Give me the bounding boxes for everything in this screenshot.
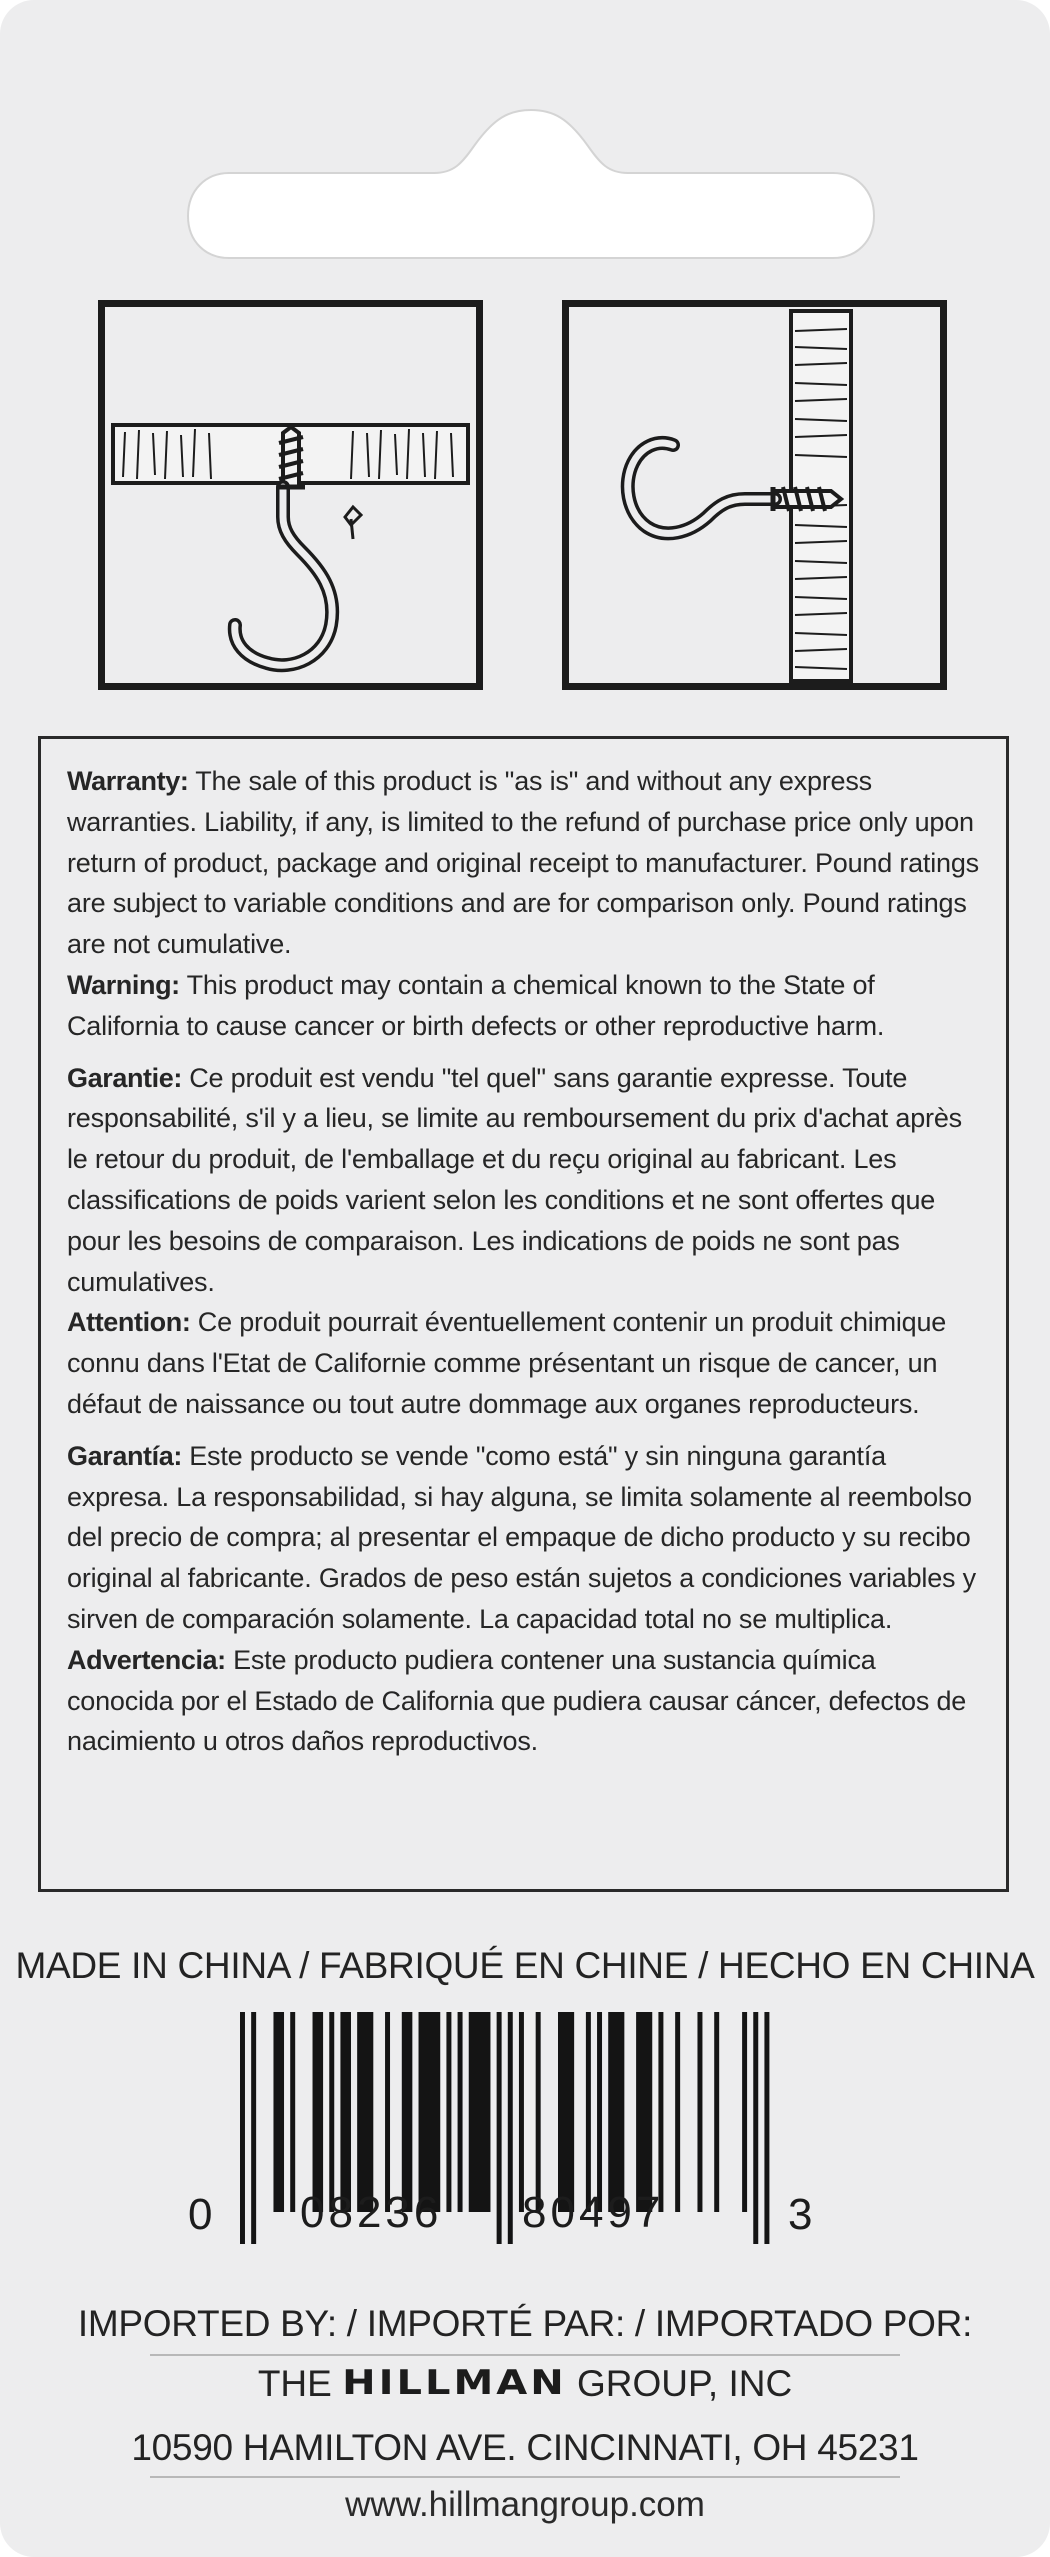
warranty-fr: [67, 1058, 982, 1303]
barcode-digit-first: 0: [188, 2190, 217, 2239]
warranty-en: [67, 761, 982, 965]
barcode-bar: [357, 2012, 373, 2212]
website-link[interactable]: www.hillmangroup.com: [345, 2485, 705, 2524]
upc-barcode: [188, 2012, 817, 2244]
warranty-text-box: [38, 736, 1009, 1892]
barcode-bar: [446, 2012, 451, 2212]
ceiling-hook-diagram: [98, 300, 483, 690]
barcode-bar: [597, 2012, 602, 2212]
barcode-bar: [385, 2012, 390, 2212]
company-suffix: GROUP, INC: [576, 2363, 793, 2404]
warranty-fr-label: Garantie:: [67, 1062, 182, 1093]
hang-hole: [184, 108, 878, 266]
barcode-bar: [586, 2012, 591, 2212]
warranty-es-text: Este producto se vende "como está" y sin ninguna garantía expresa. La responsabilidad, si hay alguna, se limita solamente al reembolso del precio de compra; al presentar el empaque de dicho producto y su recibo original al fabricante. Grados de peso están sujetos a condiciones variables y sirven de comparación solamente. La capacidad total no se multiplica.: [67, 1440, 976, 1634]
barcode-group-right: 80497: [522, 2188, 665, 2237]
barcode-guard-bar: [240, 2012, 245, 2244]
barcode-bar: [536, 2012, 541, 2212]
barcode-bar: [697, 2012, 702, 2212]
barcode-bar: [608, 2012, 624, 2212]
company-address: 10590 HAMILTON AVE. CINCINNATI, OH 45231: [131, 2427, 919, 2468]
hillman-logo-text: HILLMAN: [342, 2363, 567, 2403]
warning-es-text: Este producto pudiera contener una sustancia química conocida por el Estado de California que pudiera causar cáncer, defectos de nacimiento u otros daños reproductivos.: [67, 1644, 967, 1757]
warning-en-label: Warning:: [67, 969, 180, 1000]
barcode-guard-bar: [764, 2012, 769, 2244]
warning-es: [67, 1640, 982, 1762]
barcode-bar: [458, 2012, 463, 2212]
barcode-bar: [558, 2012, 574, 2212]
barcode-bar: [742, 2012, 747, 2212]
barcode-guard-bar: [497, 2012, 502, 2244]
warning-es-label: Advertencia:: [67, 1644, 226, 1675]
warranty-es: [67, 1436, 982, 1640]
barcode-bar: [402, 2012, 413, 2212]
warranty-es-label: Garantía:: [67, 1440, 182, 1471]
barcode-bar: [469, 2012, 491, 2212]
barcode-bar: [313, 2012, 324, 2212]
warning-fr-text: Ce produit pourrait éventuellement contenir un produit chimique connu dans l'Etat de Californie comme présentant un risque de cancer, un défaut de naissance ou tout autre dommage aux organes reproducteurs.: [67, 1307, 947, 1419]
warning-fr-label: Attention:: [67, 1307, 191, 1338]
warning-en: [67, 965, 982, 1047]
barcode-digit-last: 3: [788, 2190, 817, 2239]
wall-hook-diagram: [562, 300, 947, 690]
barcode-bar: [340, 2012, 351, 2212]
barcode-bar: [519, 2012, 524, 2212]
warning-fr: [67, 1302, 982, 1424]
spanish-section: [67, 1436, 982, 1762]
barcode-bar: [273, 2012, 284, 2212]
barcode-guard-bar: [508, 2012, 513, 2244]
barcode-guard-bar: [753, 2012, 758, 2244]
wall-hook-illustration: [569, 307, 940, 683]
barcode-guard-bar: [251, 2012, 256, 2244]
warranty-fr-text: Ce produit est vendu "tel quel" sans garantie expresse. Toute responsabilité, s'il y a lieu, se limite au remboursement du prix d'achat après le retour du produit, de l'emballage et du reçu original au fabricant. Les classifications de poids varient selon les conditions et ne sont offertes que pour les besoins de comparaison. Les indications de poids ne sont pas cumulatives.: [67, 1062, 962, 1297]
barcode-bar: [329, 2012, 334, 2212]
barcode-bar: [675, 2012, 680, 2212]
company-name: [0, 2360, 1050, 2406]
english-section: [67, 761, 982, 1047]
divider-bottom: [150, 2476, 900, 2478]
imported-by-heading: IMPORTED BY: / IMPORTÉ PAR: / IMPORTADO POR:: [77, 2303, 973, 2344]
warranty-en-text: The sale of this product is "as is" and without any express warranties. Liability, if any, is limited to the refund of purchase price only upon return of product, package and original receipt to manufacturer. Pound ratings are subject to variable conditions and are for comparison only. Pound ratings are not cumulative.: [67, 766, 979, 960]
ceiling-hook-illustration: [105, 307, 476, 683]
barcode-bar: [658, 2012, 663, 2212]
french-section: [67, 1058, 982, 1425]
country-of-origin: MADE IN CHINA / FABRIQUÉ EN CHINE / HECHO EN CHINA: [15, 1945, 1035, 1986]
warranty-en-label: Warranty:: [67, 766, 189, 796]
barcode-bar: [290, 2012, 295, 2212]
barcode-bar: [419, 2012, 441, 2212]
barcode-bar: [636, 2012, 652, 2212]
company-prefix: THE: [257, 2363, 332, 2404]
divider-top: [150, 2354, 900, 2356]
warning-en-text: This product may contain a chemical known to the State of California to cause cancer or birth defects or other reproductive harm.: [67, 969, 885, 1041]
barcode-group-left: 08236: [300, 2188, 443, 2237]
barcode-bar: [714, 2012, 719, 2212]
